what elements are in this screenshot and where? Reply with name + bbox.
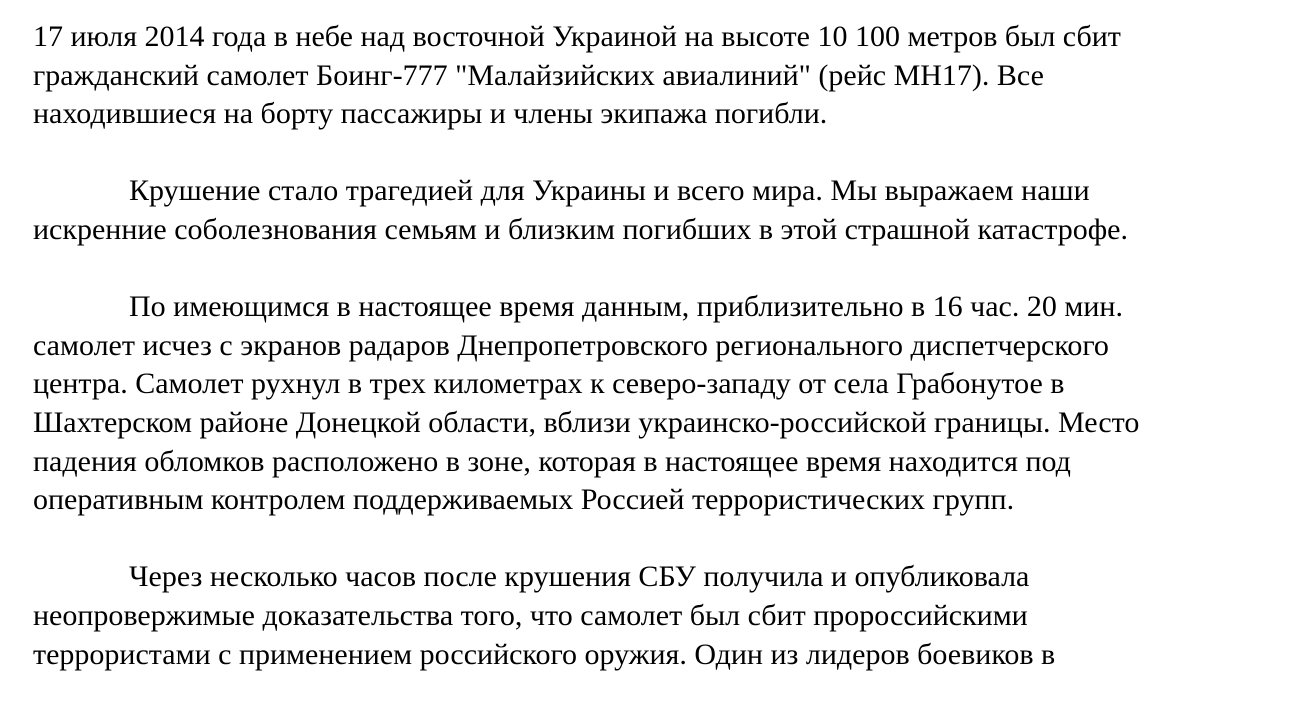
paragraph-line: неопровержимые доказательства того, что самолет был сбит пророссийскими <box>33 598 1028 632</box>
paragraph-4 <box>33 558 1283 674</box>
paragraph-line: террористами с применением российского оружия. Один из лидеров боевиков в <box>33 637 1056 671</box>
paragraph-line: Шахтерском районе Донецкой области, вблизи украинско-российской границы. Место <box>33 405 1140 439</box>
paragraph-line: искренние соболезнования семьям и близким погибших в этой страшной катастрофе. <box>33 212 1128 246</box>
paragraph-2 <box>33 172 1283 249</box>
paragraph-line: самолет исчез с экранов радаров Днепропетровского регионального диспетчерского <box>33 328 1109 362</box>
paragraph-line: Через несколько часов после крушения СБУ получила и опубликовала <box>129 560 1030 594</box>
paragraph-line: оперативным контролем поддерживаемых Россией террористических групп. <box>33 483 1015 517</box>
paragraph-line: По имеющимся в настоящее время данным, приблизительно в 16 час. 20 мин. <box>129 290 1123 324</box>
paragraph-1 <box>33 18 1283 134</box>
document-page <box>33 18 1283 674</box>
paragraph-line: находившиеся на борту пассажиры и члены экипажа погибли. <box>33 97 828 131</box>
paragraph-line: центра. Самолет рухнул в трех километрах к северо-западу от села Грабонутое в <box>33 367 1065 401</box>
paragraph-line: падения обломков расположено в зоне, которая в настоящее время находится под <box>33 444 1071 478</box>
paragraph-line: гражданский самолет Боинг-777 "Малайзийских авиалиний" (рейс МН17). Все <box>33 58 1044 92</box>
paragraph-3 <box>33 288 1283 520</box>
paragraph-line: 17 июля 2014 года в небе над восточной Украиной на высоте 10 100 метров был сбит <box>33 20 1121 53</box>
paragraph-line: Крушение стало трагедией для Украины и всего мира. Мы выражаем наши <box>129 174 1090 208</box>
